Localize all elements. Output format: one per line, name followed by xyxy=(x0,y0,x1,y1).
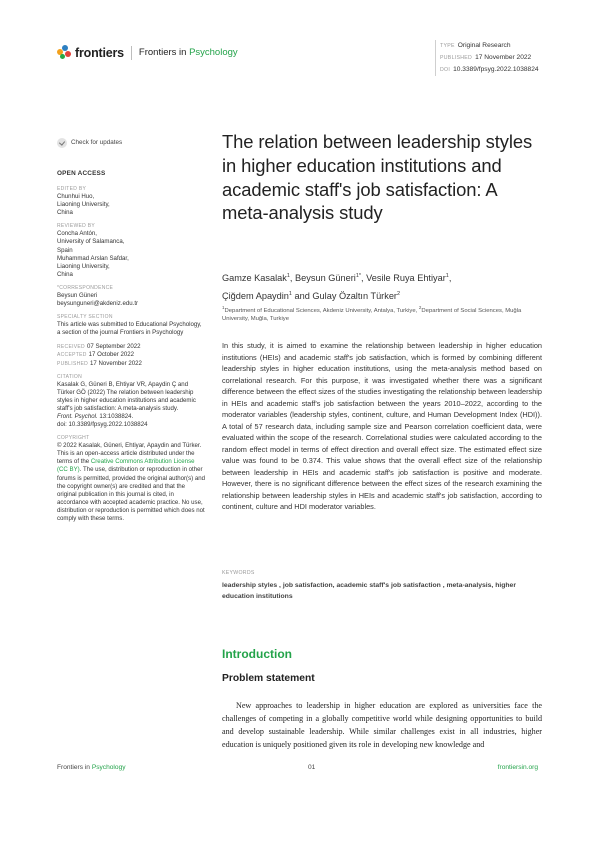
reviewer-line: Concha Antón, xyxy=(57,230,97,238)
author-name[interactable]: Gamze Kasalak xyxy=(222,273,287,284)
brand-name: frontiers xyxy=(75,45,124,60)
citation-journal: Front. Psychol. xyxy=(57,412,98,420)
reviewed-by-label: REVIEWED BY xyxy=(57,223,96,230)
section-heading-introduction: Introduction xyxy=(222,647,292,661)
citation-section xyxy=(57,374,205,430)
keywords-label: KEYWORDS xyxy=(222,570,255,576)
author-affil-marker: 1 xyxy=(445,273,449,279)
article-meta xyxy=(435,40,539,76)
reviewer-line: Spain xyxy=(57,246,73,254)
correspondence-label: *CORRESPONDENCE xyxy=(57,284,114,291)
meta-doi-value[interactable]: 10.3389/fpsyg.2022.1038824 xyxy=(453,66,539,73)
journal-name xyxy=(139,47,238,58)
author-affil-marker: 2 xyxy=(397,291,401,298)
body-paragraph: New approaches to leadership in higher education are explored as universities face the challenges of competing in a globally competitive world while designing opportunities to build and develop sustainable leadership. While similar challenges exist in all industries, higher education is uniquely positioned given its role in developing new knowledge and xyxy=(222,701,542,749)
logo-divider xyxy=(131,46,132,60)
affil-marker: 2 xyxy=(418,305,422,310)
footer-site-link[interactable]: frontiersin.org xyxy=(497,764,538,771)
author-affil-marker: 1 xyxy=(288,291,292,298)
affiliations xyxy=(222,304,542,323)
published-label: PUBLISHED xyxy=(57,360,89,367)
author-name[interactable]: Gulay Özaltın Türker xyxy=(312,291,397,302)
specialty-section xyxy=(57,314,205,337)
editor-line: Chunhui Huo, xyxy=(57,193,95,201)
received-date xyxy=(57,343,205,351)
received-label: RECEIVED xyxy=(57,344,85,351)
footer-journal[interactable] xyxy=(57,764,126,771)
correspondence-email[interactable]: beysunguneri@akdeniz.edu.tr xyxy=(57,300,139,308)
specialty-text: This article was submitted to Educational Psychology, a section of the journal Frontiers in Psychology xyxy=(57,321,202,337)
author-list: Gamze Kasalak$^1$, Beysun Güneri$^{1*}$, Vesile Ruya Ehtiyar$^1$, Çiğdem Apaydin$^1$ and Gulay Özaltın Türker$^2$ xyxy=(222,273,452,302)
citation-doi[interactable]: doi: 10.3389/fpsyg.2022.1038824 xyxy=(57,421,148,429)
subsection-heading-problem-statement: Problem statement xyxy=(222,673,315,684)
page-number: 01 xyxy=(307,764,316,771)
author-name[interactable]: Beysun Güneri xyxy=(295,273,356,284)
editor-line: Liaoning University, xyxy=(57,201,110,209)
edited-by-section xyxy=(57,186,205,217)
edited-by-label: EDITED BY xyxy=(57,186,87,193)
published-date xyxy=(57,360,205,368)
author-name[interactable]: Vesile Ruya Ehtiyar xyxy=(366,273,446,284)
affil-marker: 1 xyxy=(222,305,225,310)
check-updates-icon xyxy=(57,138,67,148)
meta-published-value: 17 November 2022 xyxy=(475,54,532,61)
open-access-label: OPEN ACCESS xyxy=(57,170,106,177)
author-name[interactable]: Çiğdem Apaydin xyxy=(222,291,289,302)
cc-license-link[interactable]: Creative Commons Attribution License (CC BY) xyxy=(57,458,195,474)
abstract: In this study, it is aimed to examine the relationship between leadership in higher education institutions (HEIs) and academic staff's job satisfaction, which is formed by combining different leadership styles in higher education institutions, using the meta-analysis method based on correlational research. For this purpose, it was investigated whether there was a significant difference between the effect sizes of the studies investigating the relationship between leadership in HEIs and academic staff's job satisfaction between the years 2010–2022, according to the moderator variables (leadership styles, continent, culture, and Human Development Index (HDI)). A total of 57 research data, including sample size and Pearson correlation coefficient data, were evaluated within the scope of the research. Correlational studies were calculated according to the random effect model in terms of effect direction and overall effect size. The estimated effect size value was found to be 0.374. This value shows that the overall effect size of the relationship between leadership in HEIs and academic staff's job satisfaction is positive and moderate. However, there is no significant difference between the effect sizes of the research examining the relationship between leadership styles in HEIs and academic staff's job satisfaction, according to continent, culture and HDI moderator variables. xyxy=(222,341,542,511)
reviewer-line: Liaoning University, xyxy=(57,262,110,270)
correspondence-section xyxy=(57,285,205,308)
keywords: leadership styles , job satisfaction, academic staff's job satisfaction , meta-analysis, higher education institutions xyxy=(222,582,516,600)
reviewer-line: University of Salamanca, xyxy=(57,238,125,246)
dates-section xyxy=(57,343,205,367)
accepted-value: 17 October 2022 xyxy=(88,351,135,359)
citation-label: CITATION xyxy=(57,373,82,380)
meta-doi[interactable] xyxy=(440,64,539,76)
meta-type-label: TYPE xyxy=(440,43,455,49)
copyright-text-end: . The use, distribution or reproduction in other forums is permitted, provided the original author(s) and the copyright owner(s) are credited and that the original publication in this journal is cited, in accordance with accepted academic practice. No use, distribution or reproduction is permitted which does not comply with these terms. xyxy=(57,466,206,522)
copyright-section xyxy=(57,435,205,523)
accepted-label: ACCEPTED xyxy=(57,352,87,359)
meta-published-label: PUBLISHED xyxy=(440,55,473,61)
author-affil-marker: 1* xyxy=(355,273,362,279)
journal-prefix: Frontiers in xyxy=(138,47,190,58)
journal-accent: Psychology xyxy=(189,47,238,58)
meta-type-value: Original Research xyxy=(457,42,511,49)
correspondence-name: Beysun Güneri xyxy=(57,291,98,299)
affiliation-text: Department of Social Sciences, Muğla University, Muğla, Turkiye xyxy=(222,307,522,323)
reviewer-line: Muhammad Arslan Safdar, xyxy=(57,254,129,262)
article-title: The relation between leadership styles in higher education institutions and academic staff's job satisfaction: A meta-analysis study xyxy=(222,131,533,224)
frontiers-logo[interactable] xyxy=(57,45,238,60)
meta-doi-label: DOI xyxy=(440,67,451,73)
editor-line: China xyxy=(57,209,73,217)
published-value: 17 November 2022 xyxy=(90,359,142,367)
footer-journal-prefix: Frontiers in xyxy=(57,764,92,771)
affiliation-text: Department of Educational Sciences, Akdeniz University, Antalya, Turkiye, xyxy=(224,307,418,314)
specialty-label: SPECIALTY SECTION xyxy=(57,314,113,321)
citation-volume: 13:1038824. xyxy=(97,412,134,420)
check-updates-button[interactable] xyxy=(57,138,205,148)
accepted-date xyxy=(57,351,205,359)
citation-text: Kasalak G, Güneri B, Ehtiyar VR, Apaydin Ç and Türker GÖ (2022) The relation between leadership styles in higher education institutions and academic staff's job satisfaction: A meta-analysis study. xyxy=(57,380,196,412)
copyright-label: COPYRIGHT xyxy=(57,435,90,442)
reviewer-line: China xyxy=(57,270,73,278)
meta-type xyxy=(440,40,539,52)
author-affil-marker: 1 xyxy=(286,273,290,279)
copyright-text: © 2022 Kasalak, Güneri, Ehtiyar, Apaydin and Türker. This is an open-access article distributed under the terms of the xyxy=(57,442,202,466)
frontiers-logo-icon xyxy=(57,45,72,60)
reviewed-by-section xyxy=(57,223,205,279)
received-value: 07 September 2022 xyxy=(86,343,141,351)
check-updates-label: Check for updates xyxy=(71,138,123,146)
page-footer xyxy=(57,764,538,771)
article-sidebar xyxy=(57,138,205,529)
meta-published xyxy=(440,52,539,64)
footer-journal-accent: Psychology xyxy=(91,764,126,771)
